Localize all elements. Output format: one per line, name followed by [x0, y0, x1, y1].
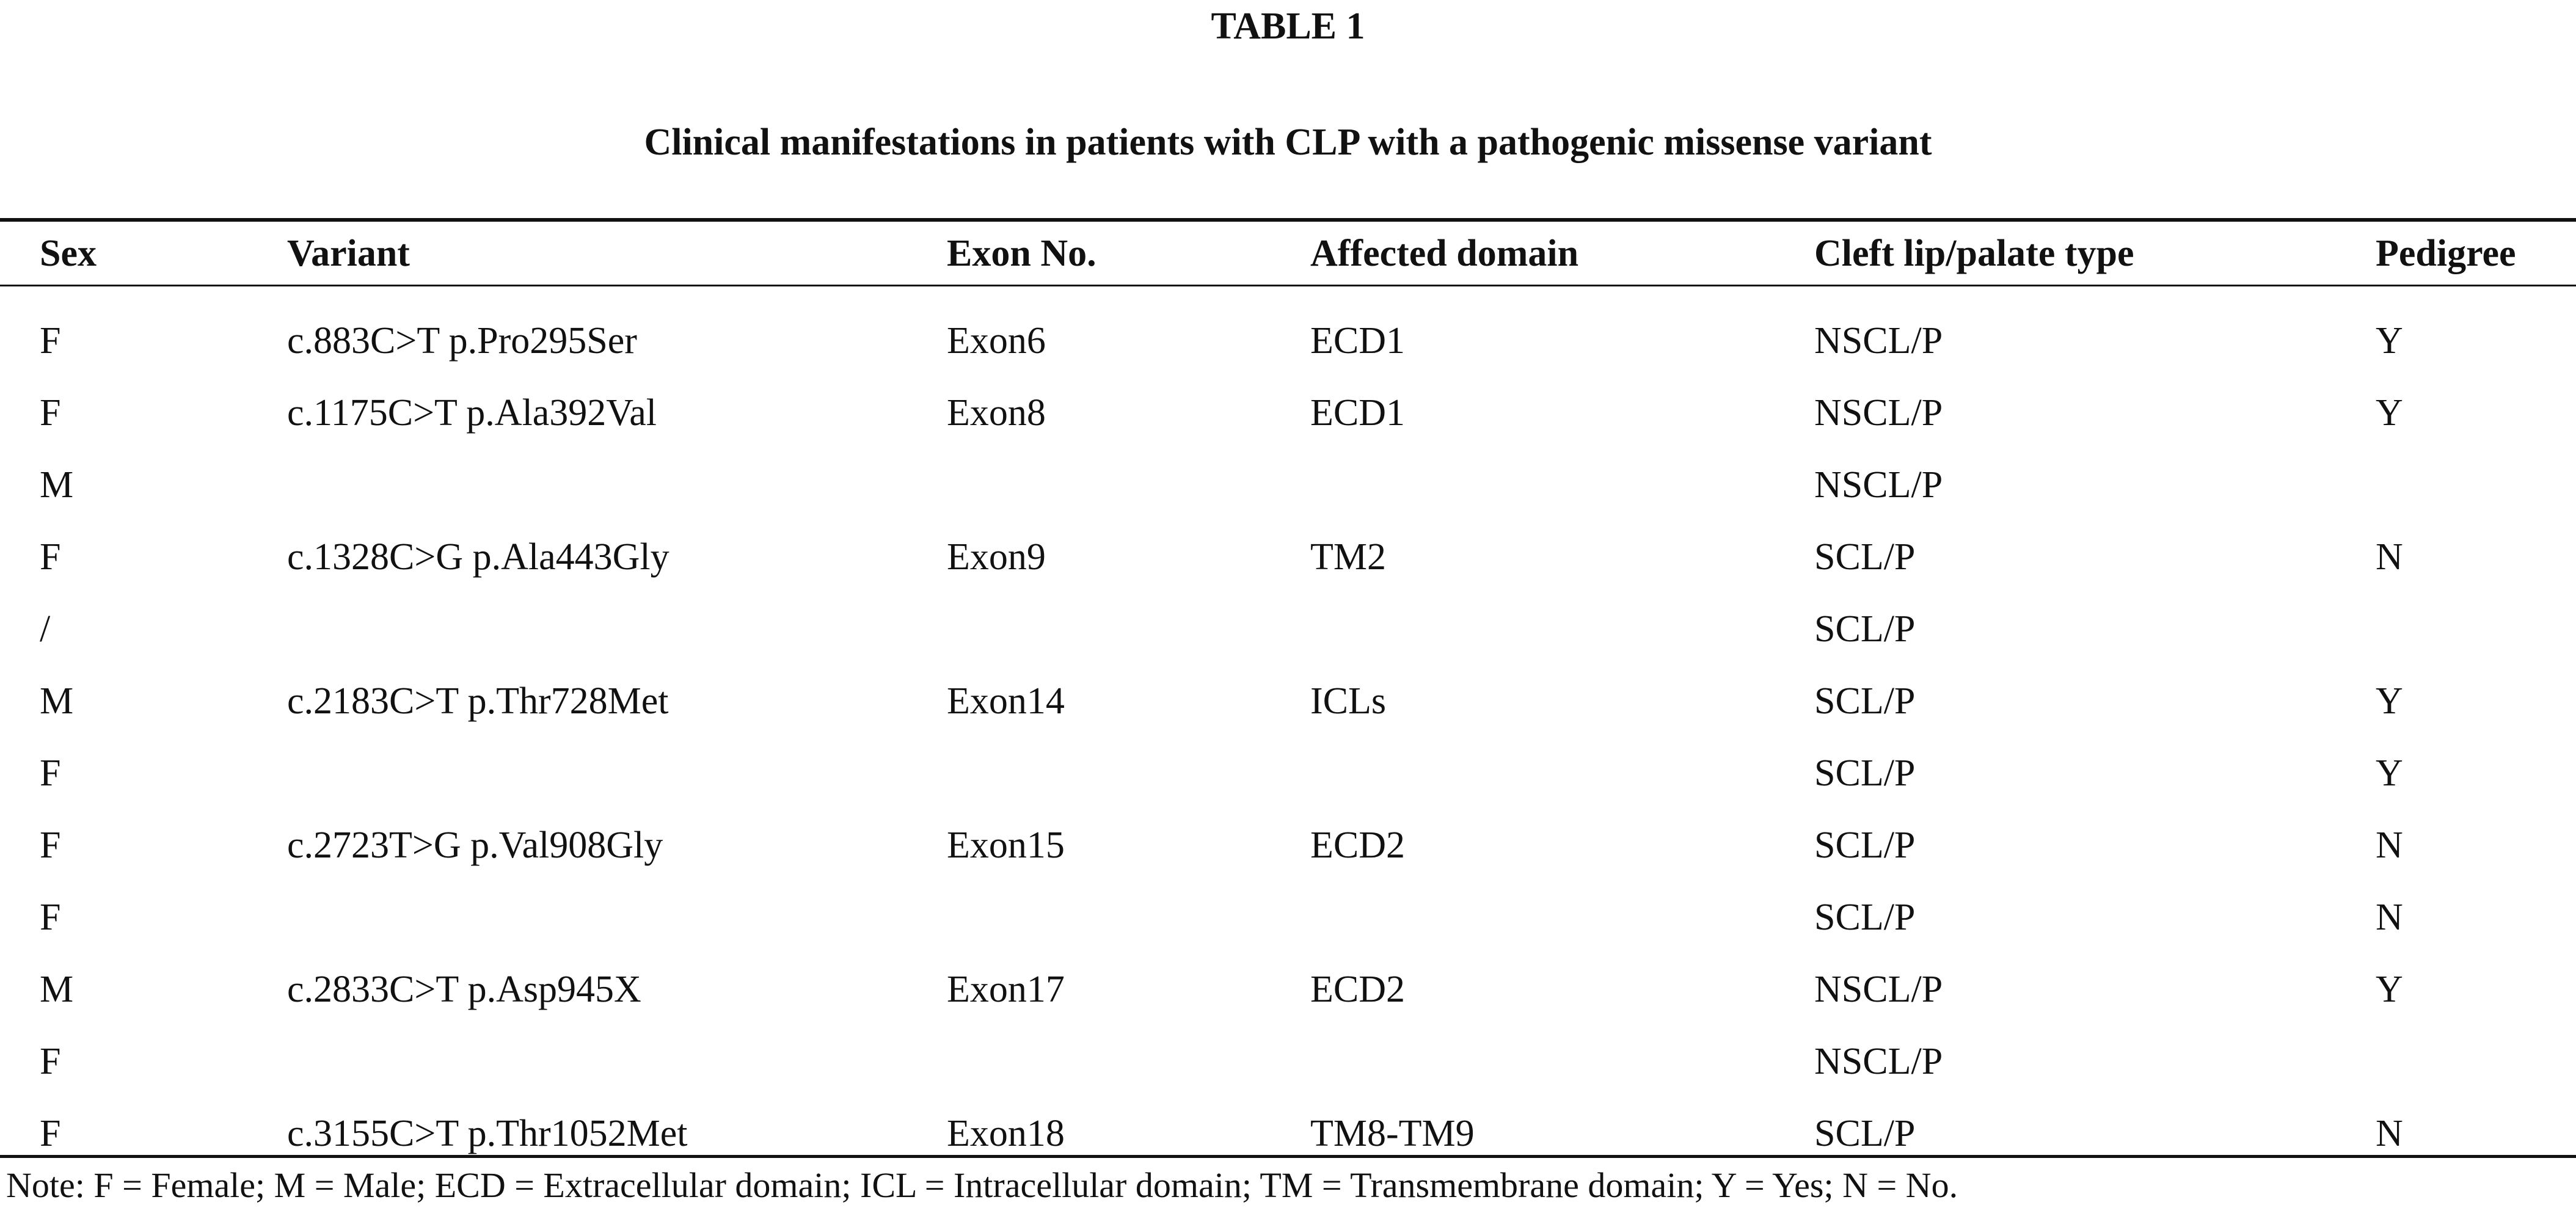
cell-affected-domain: ECD2	[1310, 825, 1405, 866]
header-rule	[0, 285, 2576, 286]
cell-sex: F	[40, 320, 61, 362]
table-row	[0, 316, 2576, 388]
header-sex: Sex	[40, 233, 97, 274]
cell-pedigree: Y	[2376, 752, 2403, 794]
table-row	[0, 461, 2576, 533]
cell-cleft-type: NSCL/P	[1814, 1041, 1943, 1082]
cell-variant: c.2833C>T p.Asp945X	[287, 969, 641, 1010]
cell-exon: Exon15	[947, 825, 1065, 866]
table-row	[0, 533, 2576, 605]
cell-cleft-type: SCL/P	[1814, 680, 1916, 722]
cell-variant: c.2723T>G p.Val908Gly	[287, 825, 663, 866]
cell-pedigree: N	[2376, 897, 2403, 938]
table-title: Clinical manifestations in patients with CLP with a pathogenic missense variant	[644, 122, 1932, 163]
cell-variant: c.883C>T p.Pro295Ser	[287, 320, 637, 362]
cell-pedigree: Y	[2376, 680, 2403, 722]
cell-sex: M	[40, 464, 74, 506]
cell-sex: F	[40, 392, 61, 434]
cell-cleft-type: NSCL/P	[1814, 320, 1943, 362]
cell-cleft-type: SCL/P	[1814, 752, 1916, 794]
cell-sex: F	[40, 1113, 61, 1154]
bottom-rule	[0, 1155, 2576, 1158]
table-note: Note: F = Female; M = Male; ECD = Extracellular domain; ICL = Intracellular domain; TM = Transmembrane domain; Y = Yes; N = No.	[6, 1165, 1958, 1205]
table-label: TABLE 1	[1211, 5, 1365, 47]
cell-sex: M	[40, 969, 74, 1010]
cell-cleft-type: NSCL/P	[1814, 392, 1943, 434]
table-header-row	[0, 229, 2576, 278]
header-variant: Variant	[287, 233, 410, 274]
cell-affected-domain: TM2	[1310, 536, 1386, 578]
table-row	[0, 1037, 2576, 1109]
header-exon: Exon No.	[947, 233, 1096, 274]
table-row	[0, 965, 2576, 1037]
cell-pedigree: N	[2376, 536, 2403, 578]
cell-cleft-type: NSCL/P	[1814, 464, 1943, 506]
cell-cleft-type: SCL/P	[1814, 825, 1916, 866]
cell-exon: Exon17	[947, 969, 1065, 1010]
table-row	[0, 821, 2576, 893]
cell-pedigree: N	[2376, 825, 2403, 866]
cell-sex: F	[40, 752, 61, 794]
cell-variant: c.1328C>G p.Ala443Gly	[287, 536, 670, 578]
cell-exon: Exon18	[947, 1113, 1065, 1154]
cell-affected-domain: ECD1	[1310, 392, 1405, 434]
table-body	[0, 316, 2576, 1181]
cell-exon: Exon8	[947, 392, 1046, 434]
cell-cleft-type: SCL/P	[1814, 1113, 1916, 1154]
cell-exon: Exon14	[947, 680, 1065, 722]
header-pedigree: Pedigree	[2376, 233, 2516, 274]
cell-affected-domain: ICLs	[1310, 680, 1386, 722]
header-affected-domain: Affected domain	[1310, 233, 1579, 274]
cell-sex: /	[40, 608, 51, 650]
table-row	[0, 605, 2576, 677]
cell-exon: Exon6	[947, 320, 1046, 362]
header-cleft-type: Cleft lip/palate type	[1814, 233, 2134, 274]
cell-cleft-type: SCL/P	[1814, 536, 1916, 578]
table-row	[0, 893, 2576, 965]
cell-pedigree: Y	[2376, 392, 2403, 434]
cell-cleft-type: SCL/P	[1814, 608, 1916, 650]
cell-affected-domain: ECD2	[1310, 969, 1405, 1010]
table-row	[0, 677, 2576, 749]
cell-cleft-type: NSCL/P	[1814, 969, 1943, 1010]
cell-cleft-type: SCL/P	[1814, 897, 1916, 938]
cell-exon: Exon9	[947, 536, 1046, 578]
cell-variant: c.2183C>T p.Thr728Met	[287, 680, 669, 722]
cell-sex: F	[40, 1041, 61, 1082]
top-rule	[0, 218, 2576, 222]
cell-sex: M	[40, 680, 74, 722]
cell-affected-domain: ECD1	[1310, 320, 1405, 362]
cell-variant: c.3155C>T p.Thr1052Met	[287, 1113, 688, 1154]
cell-sex: F	[40, 536, 61, 578]
cell-pedigree: Y	[2376, 969, 2403, 1010]
table-row	[0, 749, 2576, 821]
cell-sex: F	[40, 825, 61, 866]
cell-affected-domain: TM8-TM9	[1310, 1113, 1475, 1154]
cell-variant: c.1175C>T p.Ala392Val	[287, 392, 657, 434]
table-row	[0, 388, 2576, 461]
cell-pedigree: N	[2376, 1113, 2403, 1154]
cell-sex: F	[40, 897, 61, 938]
cell-pedigree: Y	[2376, 320, 2403, 362]
